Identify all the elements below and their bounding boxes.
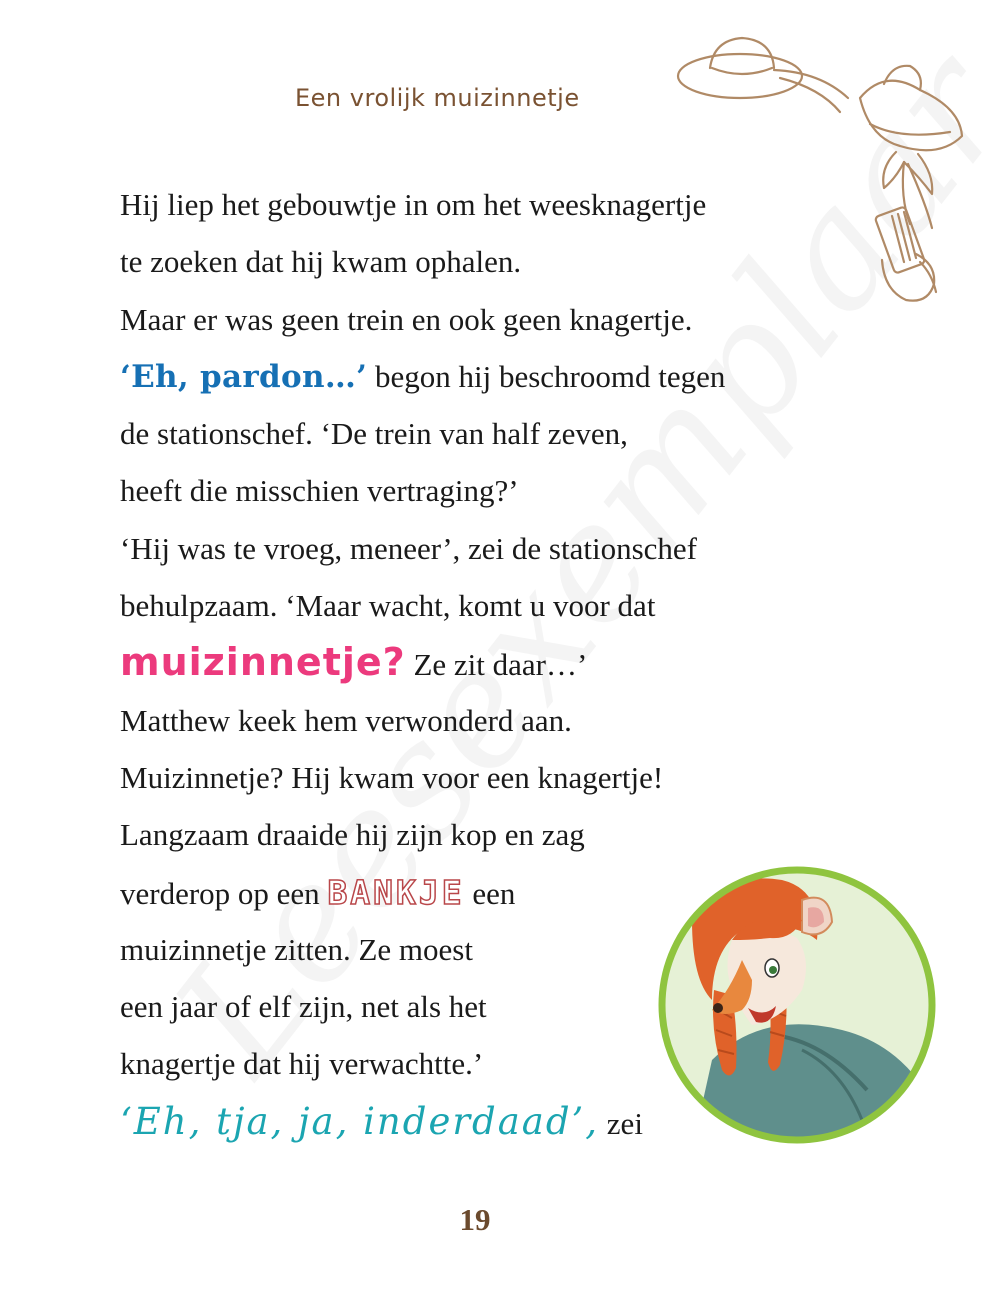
highlight-eh-tja: ‘Eh, tja, ja, inderdaad’, <box>120 1099 600 1143</box>
text-line <box>120 348 840 405</box>
text-line: een jaar of elf zijn, net als het <box>120 989 487 1025</box>
text-span: verderop op een <box>120 875 328 911</box>
text-span: begon hij beschroomd tegen <box>367 358 726 394</box>
highlight-muizinnetje: muizinnetje? <box>120 640 406 685</box>
highlight-eh-pardon: ‘Eh, pardon…’ <box>120 358 368 395</box>
page-number: 19 <box>459 1202 491 1237</box>
text-span: Ze zit daar…’ <box>405 647 588 683</box>
text-span: zei <box>599 1105 643 1141</box>
text-line: te zoeken dat hij kwam ophalen. <box>120 244 522 280</box>
text-line <box>120 634 840 691</box>
text-line: heeft die misschien vertraging?’ <box>120 473 519 509</box>
text-span: een <box>464 875 516 911</box>
text-line: de stationschef. ‘De trein van half zeven, <box>120 416 628 452</box>
text-line: Langzaam draaide hij zijn kop en zag <box>120 817 585 853</box>
text-line: muizinnetje zitten. Ze moest <box>120 931 473 967</box>
highlight-bankje: BANKJE <box>327 872 465 912</box>
text-line: behulpzaam. ‘Maar wacht, komt u voor dat <box>120 588 656 624</box>
text-line: knagertje dat hij verwachtte.’ <box>120 1046 484 1082</box>
text-line: ‘Hij was te vroeg, meneer’, zei de stationschef <box>120 530 697 566</box>
text-line: Hij liep het gebouwtje in om het weesknagertje <box>120 187 707 222</box>
text-line: Matthew keek hem verwonderd aan. <box>120 702 572 738</box>
chapter-title: Een vrolijk muizinnetje <box>295 84 580 112</box>
text-line: Muizinnetje? Hij kwam voor een knagertje! <box>120 759 664 795</box>
text-line: Maar er was geen trein en ook geen knagertje. <box>120 301 693 337</box>
mouse-girl-portrait <box>652 860 942 1150</box>
